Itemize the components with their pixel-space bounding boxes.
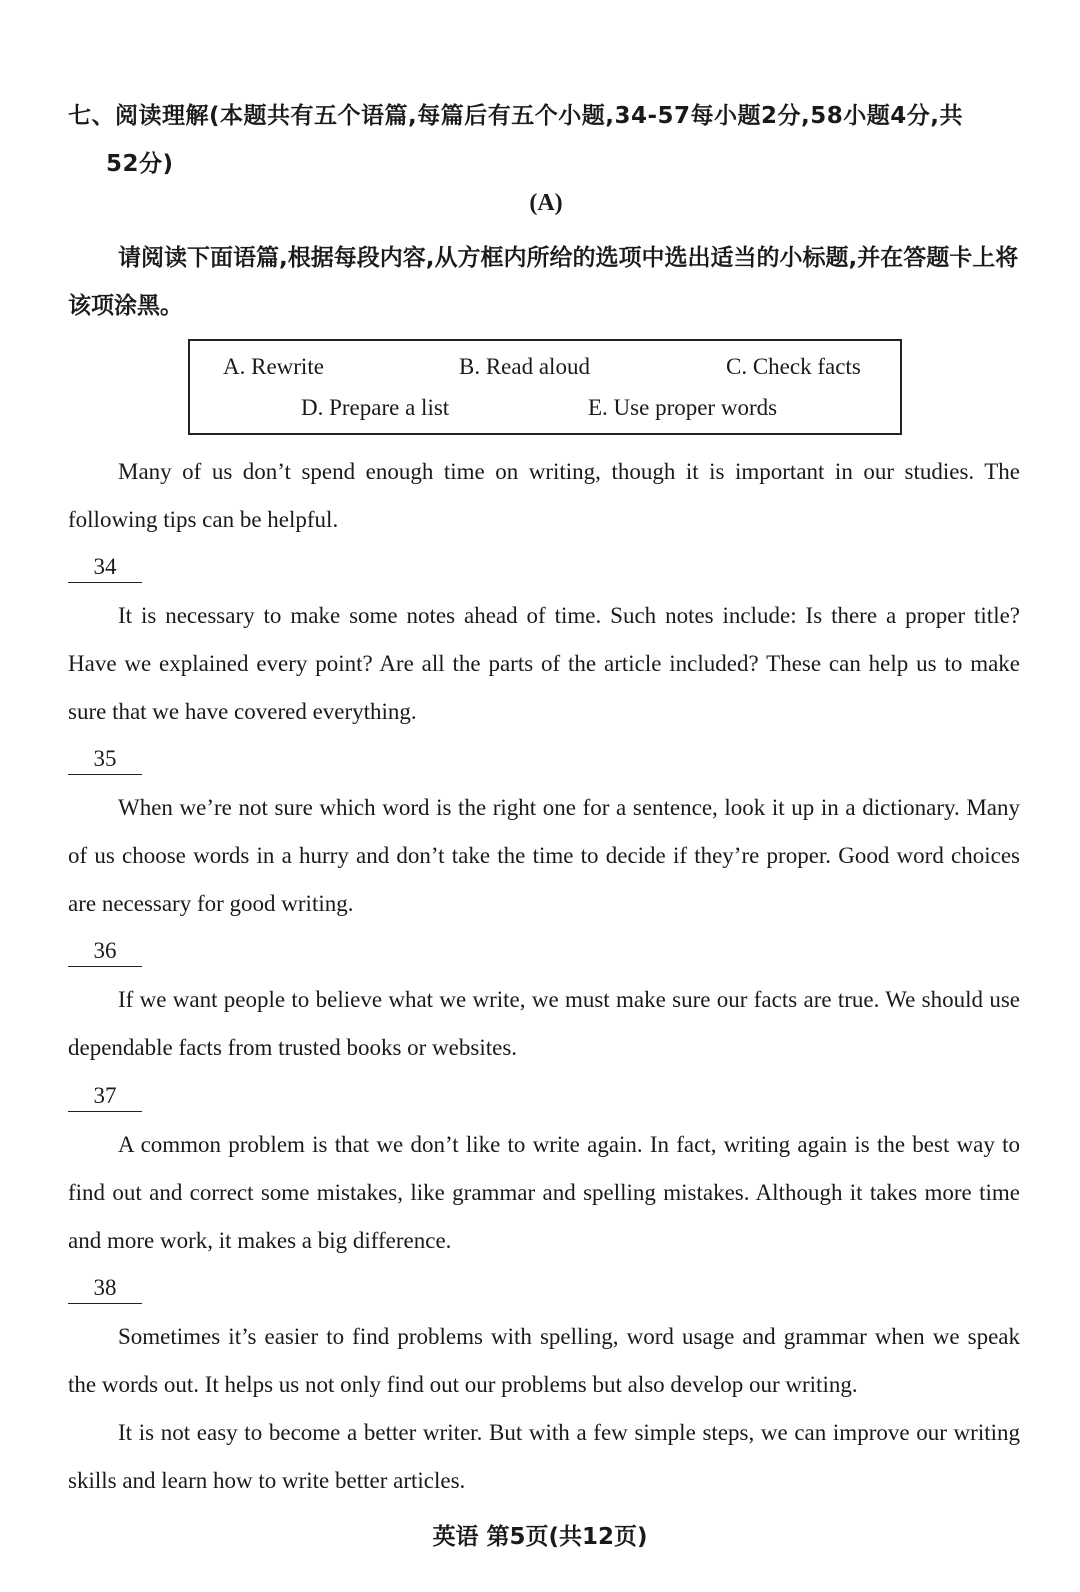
- answer-blank-37: 37: [68, 1081, 142, 1112]
- answer-blank-34: 34: [68, 552, 142, 583]
- option-c: C. Check facts: [726, 354, 861, 379]
- paragraph-38: Sometimes it’s easier to find problems with spelling, word usage and grammar when we speak the words out. It helps us not only find out our problems but also develop our writing.: [68, 1324, 1020, 1397]
- section-heading-line2: 52分): [106, 151, 174, 177]
- answer-blank-38: 38: [68, 1273, 142, 1304]
- option-a: A. Rewrite: [223, 354, 324, 379]
- paragraph-34: It is necessary to make some notes ahead of time. Such notes include: Is there a proper title? Have we explained every point? Are all the parts of the article included? These can help us to make sure that we have covered everything.: [68, 603, 1020, 724]
- options-box: [188, 339, 902, 435]
- conclusion-paragraph: It is not easy to become a better writer. But with a few simple steps, we can improve our writing skills and learn how to write better articles.: [68, 1420, 1020, 1493]
- passage-instruction: 请阅读下面语篇,根据每段内容,从方框内所给的选项中选出适当的小标题,并在答题卡上将该项涂黑。: [68, 245, 1019, 319]
- option-e: E. Use proper words: [588, 395, 778, 420]
- answer-blank-35: 35: [68, 744, 142, 775]
- passage-label: (A): [529, 190, 563, 216]
- option-b: B. Read aloud: [459, 354, 590, 379]
- answer-blank-36: 36: [68, 936, 142, 967]
- paragraph-37: A common problem is that we don’t like to write again. In fact, writing again is the best way to find out and correct some mistakes, like grammar and spelling mistakes. Although it takes more time and more work, it makes a big difference.: [68, 1132, 1020, 1253]
- page-footer: 英语 第5页(共12页): [432, 1524, 648, 1550]
- intro-paragraph: Many of us don’t spend enough time on writing, though it is important in our studies. The following tips can be helpful.: [68, 459, 1020, 532]
- paragraph-35: When we’re not sure which word is the right one for a sentence, look it up in a dictionary. Many of us choose words in a hurry and don’t take the time to decide if they’re proper. Good word choices are necessary for good writing.: [68, 795, 1020, 916]
- section-heading: [68, 92, 1028, 188]
- option-d: D. Prepare a list: [301, 395, 450, 420]
- section-heading-line1: 七、阅读理解(本题共有五个语篇,每篇后有五个小题,34-57每小题2分,58小题4分,共: [68, 103, 964, 129]
- paragraph-36: If we want people to believe what we write, we must make sure our facts are true. We should use dependable facts from trusted books or websites.: [68, 987, 1020, 1060]
